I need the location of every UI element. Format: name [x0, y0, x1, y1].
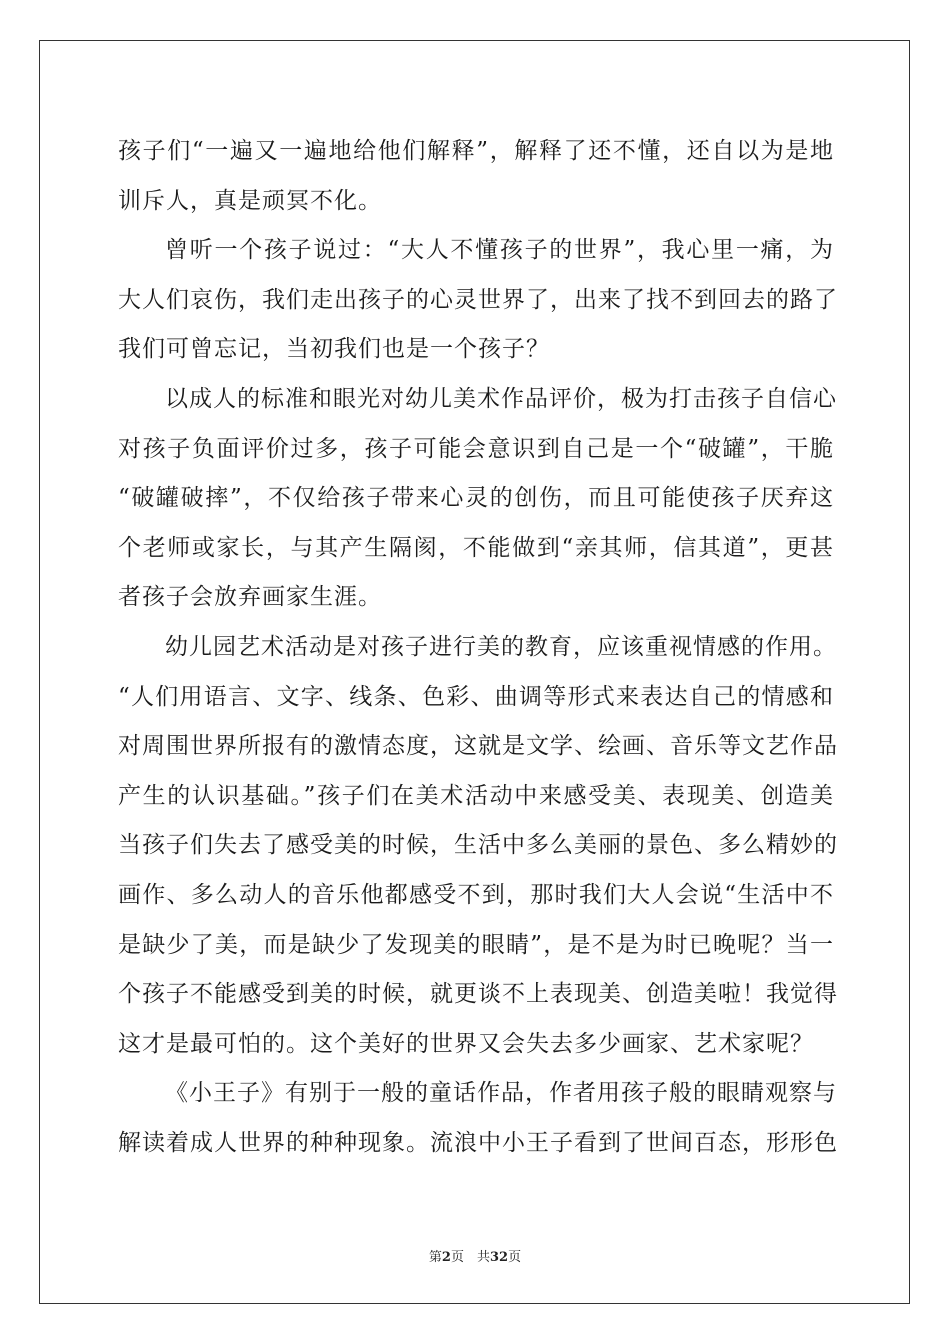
text-line: 我们可曾忘记，当初我们也是一个孩子？	[118, 336, 550, 363]
text-line: 产生的认识基础。”孩子们在美术活动中来感受美、表现美、创造美	[118, 782, 834, 809]
text-line: 大人们哀伤，我们走出孩子的心灵世界了，出来了找不到回去的路了	[118, 286, 838, 313]
text-line: 训斥人，真是顽冥不化。	[118, 187, 382, 214]
text-line: 当孩子们失去了感受美的时候，生活中多么美丽的景色、多么精妙的	[118, 832, 838, 859]
text-line: “人们用语言、文字、线条、色彩、曲调等形式来表达自己的情感和	[118, 683, 834, 710]
text-line: 这才是最可怕的。这个美好的世界又会失去多少画家、艺术家呢？	[118, 1030, 814, 1057]
text-line: 曾听一个孩子说过：“大人不懂孩子的世界”，我心里一痛，为	[165, 237, 834, 264]
text-line: 《小王子》有别于一般的童话作品，作者用孩子般的眼睛观察与	[165, 1080, 837, 1107]
footer-prefix: 第	[428, 1250, 442, 1265]
text-line: 个孩子不能感受到美的时候，就更谈不上表现美、创造美啦！我觉得	[118, 981, 838, 1008]
text-line: 以成人的标准和眼光对幼儿美术作品评价，极为打击孩子自信心	[165, 385, 837, 412]
text-line: “破罐破摔”，不仅给孩子带来心灵的创伤，而且可能使孩子厌弃这	[118, 485, 834, 512]
text-line: 幼儿园艺术活动是对孩子进行美的教育，应该重视情感的作用。	[165, 633, 837, 660]
document-body	[118, 127, 838, 1168]
current-page-number: 2	[441, 1250, 451, 1265]
text-line: 孩子们“一遍又一遍地给他们解释”，解释了还不懂，还自以为是地	[118, 138, 834, 164]
text-line: 对周围世界所报有的激情态度，这就是文学、绘画、音乐等文艺作品	[118, 733, 838, 760]
text-line: 对孩子负面评价过多，孩子可能会意识到自己是一个“破罐”，干脆	[118, 435, 834, 462]
text-line: 个老师或家长，与其产生隔阂，不能做到“亲其师，信其道”，更甚	[118, 534, 834, 561]
text-line: 画作、多么动人的音乐他都感受不到，那时我们大人会说“生活中不	[118, 881, 834, 908]
text-line: 者孩子会放弃画家生涯。	[118, 584, 382, 611]
text-line: 解读着成人世界的种种现象。流浪中小王子看到了世间百态，形形色	[118, 1129, 838, 1156]
footer-suffix: 页	[508, 1250, 522, 1265]
total-page-count: 32	[489, 1250, 509, 1265]
page-footer	[0, 1246, 950, 1265]
footer-middle: 页 共	[450, 1250, 490, 1265]
text-line: 是缺少了美，而是缺少了发现美的眼睛”，是不是为时已晚呢？当一	[118, 931, 834, 958]
